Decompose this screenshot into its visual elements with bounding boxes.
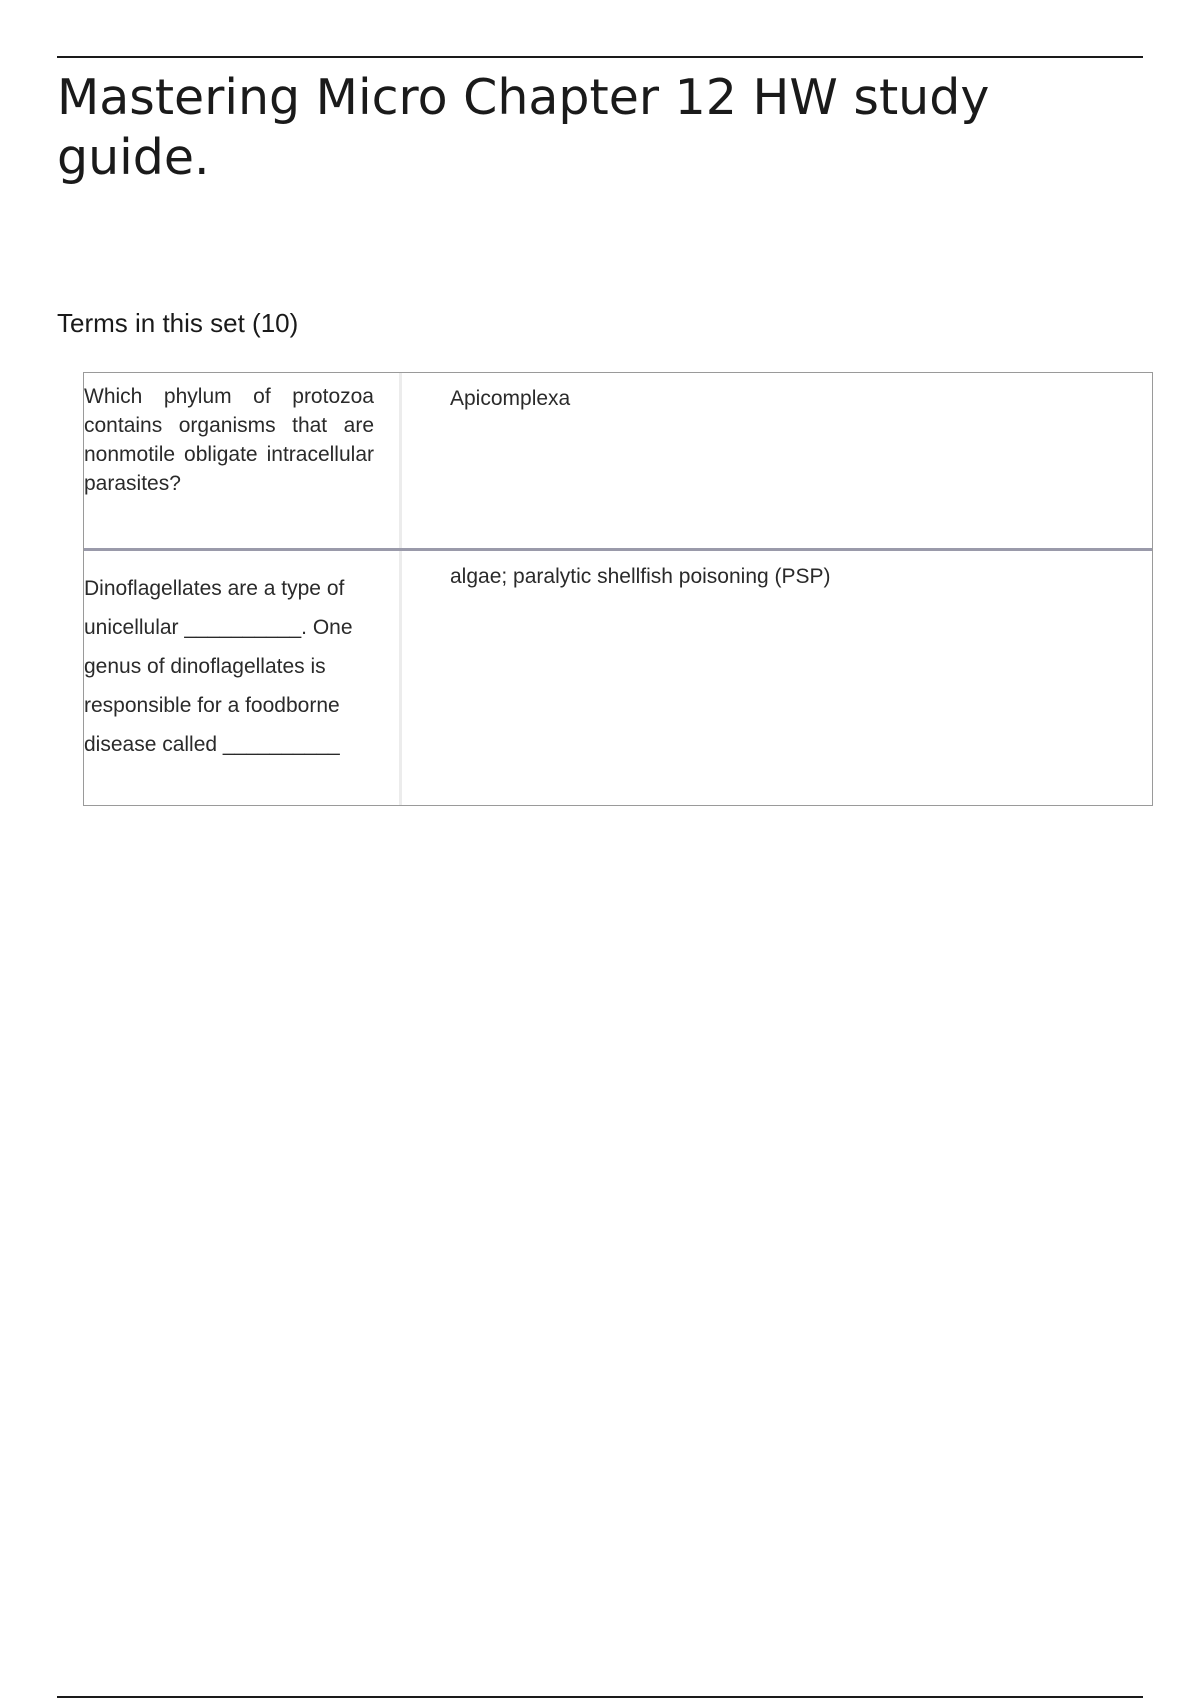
term-question: Dinoflagellates are a type of unicellular __________. One genus of dinoflagellates is responsible for a foodborne disease called __________: [84, 551, 402, 805]
term-row: [84, 551, 1152, 805]
bottom-divider: [57, 1696, 1143, 1698]
terms-count-heading: Terms in this set (10): [57, 308, 299, 338]
term-row: [84, 373, 1152, 551]
page-title: Mastering Micro Chapter 12 HW study guide.: [57, 69, 990, 186]
term-answer: Apicomplexa: [450, 387, 571, 410]
term-question: Which phylum of protozoa contains organisms that are nonmotile obligate intracellular parasites?: [84, 373, 402, 548]
terms-table: [83, 372, 1153, 806]
term-answer: algae; paralytic shellfish poisoning (PSP): [450, 565, 831, 588]
top-divider: [57, 56, 1143, 58]
